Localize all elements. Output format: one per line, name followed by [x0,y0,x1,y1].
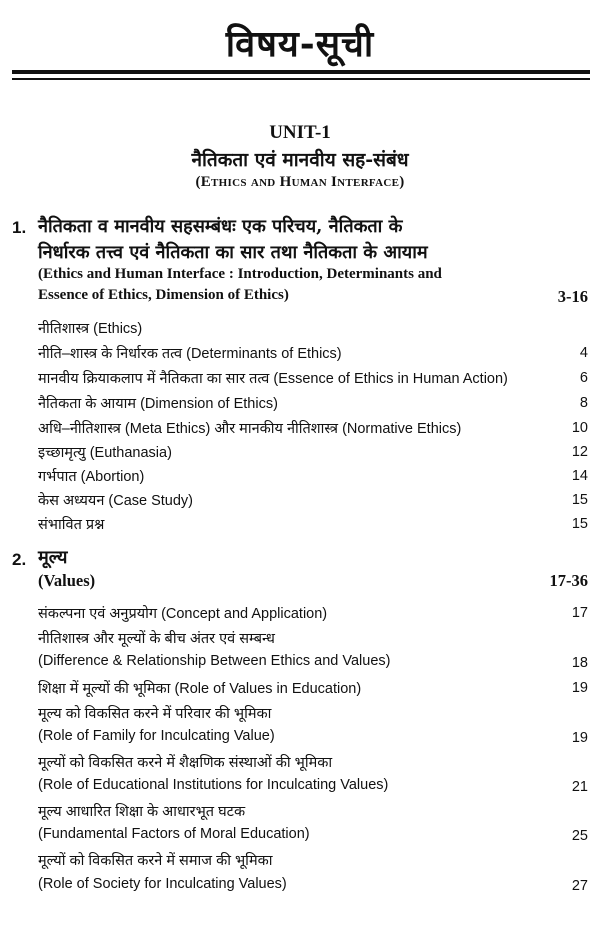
toc-page: 18 [571,655,588,671]
toc-page: 21 [571,779,588,795]
unit-title-english: (Ethics and Human Interface) [195,174,405,190]
toc-page: 17 [571,605,588,621]
toc-page: 27 [571,878,588,894]
chapter-title-hindi: नैतिकता व मानवीय सहसम्बंधः एक परिचय, नैतिकता के [38,216,403,237]
chapter-title-english: (Ethics and Human Interface : Introduction, Determinants and [38,266,442,282]
chapter-title-english: Essence of Ethics, Dimension of Ethics) [38,287,289,303]
toc-entry: (Fundamental Factors of Moral Education) [38,826,310,842]
toc-page: 4 [579,345,588,361]
toc-entry: (Role of Family for Inculcating Value) [38,728,275,744]
toc-page: 15 [571,516,588,532]
toc-entry: संकल्पना एवं अनुप्रयोग (Concept and Application) [38,606,328,622]
toc-page: 8 [579,395,588,411]
toc-entry: (Role of Society for Inculcating Values) [38,876,287,892]
chapter-page-range: 3-16 [557,287,588,306]
toc-entry: शिक्षा में मूल्यों की भूमिका (Role of Values in Education) [38,681,362,697]
toc-page: 14 [571,468,588,484]
toc-page: 6 [579,370,588,386]
chapter-title-hindi: मूल्य [38,547,68,568]
unit-title-hindi: नैतिकता एवं मानवीय सह-संबंध [191,149,409,171]
toc-page: 19 [571,730,588,746]
toc-entry: नीतिशास्त्र और मूल्यों के बीच अंतर एवं सम्बन्ध [38,631,275,647]
chapter-number: 1. [12,218,27,237]
unit-label: UNIT-1 [269,122,331,143]
chapter-title-english: (Values) [38,571,96,590]
chapter-page-range: 17-36 [549,571,588,590]
toc-page: 12 [571,444,588,460]
toc-page: 10 [571,420,588,436]
toc-entry: (Role of Educational Institutions for Inculcating Values) [38,777,389,793]
chapter-title-hindi: निर्धारक तत्त्व एवं नैतिकता का सार तथा नैतिकता के आयाम [38,242,428,263]
toc-entry: मूल्यों को विकसित करने में समाज की भूमिका [38,853,273,869]
toc-entry: नीतिशास्त्र (Ethics) [38,321,143,337]
toc-entry: गर्भपात (Abortion) [38,469,145,485]
toc-entry: (Difference & Relationship Between Ethics and Values) [38,653,391,669]
toc-page: 19 [571,680,588,696]
toc-entry: केस अध्ययन (Case Study) [38,493,194,509]
page-title: विषय-सूची [225,23,375,65]
toc-entry: मूल्य को विकसित करने में परिवार की भूमिका [38,706,272,722]
toc-entry: इच्छामृत्यु (Euthanasia) [38,445,172,461]
toc-entry: मानवीय क्रियाकलाप में नैतिकता का सार तत्व (Essence of Ethics in Human Action) [38,371,508,387]
toc-entry: मूल्य आधारित शिक्षा के आधारभूत घटक [38,804,246,820]
toc-entry: नीति–शास्त्र के निर्धारक तत्व (Determinants of Ethics) [38,346,342,362]
toc-entry: अधि–नीतिशास्त्र (Meta Ethics) और मानकीय नीतिशास्त्र (Normative Ethics) [38,421,462,437]
title-rule-thick [12,70,590,74]
toc-entry: मूल्यों को विकसित करने में शैक्षणिक संस्थाओं की भूमिका [38,755,333,771]
toc-page: 25 [571,828,588,844]
toc-entry: संभावित प्रश्न [38,517,105,533]
chapter-number: 2. [12,550,27,569]
title-rule-thin [12,78,590,80]
toc-entry: नैतिकता के आयाम (Dimension of Ethics) [38,396,278,412]
toc-page: 15 [571,492,588,508]
